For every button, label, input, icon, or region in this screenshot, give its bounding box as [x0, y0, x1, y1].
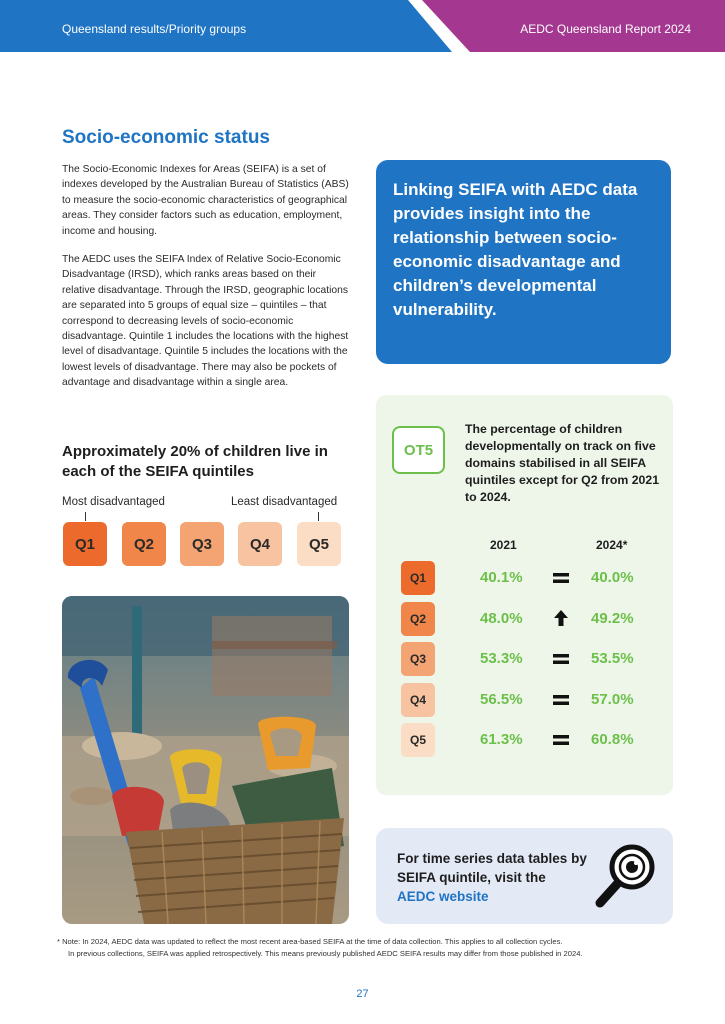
column-header-2024: 2024*	[596, 538, 628, 552]
row-q1-label: Q1	[401, 561, 435, 595]
quintile-box-q1: Q1	[63, 522, 107, 566]
row-q2-2024-value: 49.2%	[591, 610, 634, 627]
quintile-box-q2: Q2	[122, 522, 166, 566]
row-q5-label: Q5	[401, 723, 435, 757]
row-q4-label: Q4	[401, 683, 435, 717]
up-arrow-icon	[552, 609, 570, 627]
most-disadvantaged-label: Most disadvantaged	[62, 496, 165, 508]
ot5-statement: The percentage of children developmentally on track on five domains stabilised in all SEIFA quintiles except for Q2 from 2021 to 2024.	[465, 422, 660, 504]
row-q3-2024-value: 53.5%	[591, 650, 634, 667]
garden-tools-photo	[62, 596, 349, 924]
quintile-box-q5: Q5	[297, 522, 341, 566]
irsd-paragraph: The AEDC uses the SEIFA Index of Relative Socio-Economic Disadvantage (IRSD), which ranks areas based on their relative disadvantage. Through the IRSD, geographic locations are separated into 5 groups of equal size – quintiles – that correspond to decreasing levels of socio-economic disadvantage. Quintile 1 includes the locations with the highest level of disadvantage. Quintile 5 includes the locations with the lowest levels of disadvantage. There may also be pockets of advantage and disadvantage within a single area.	[62, 254, 349, 389]
equal-icon	[552, 691, 570, 709]
section-title: Socio-economic status	[62, 127, 270, 148]
equal-icon	[552, 731, 570, 749]
row-q2-label: Q2	[401, 602, 435, 636]
info-prefix: For time series data tables by SEIFA quintile, visit the	[397, 851, 587, 885]
column-header-2021: 2021	[490, 538, 517, 552]
footnote-line-2: In previous collections, SEIFA was applied retrospectively. This means previously published AEDC SEIFA results may differ from those published in 2024.	[68, 949, 583, 958]
row-q5-2021-value: 61.3%	[480, 731, 523, 748]
intro-paragraph: The Socio-Economic Indexes for Areas (SEIFA) is a set of indexes developed by the Australian Bureau of Statistics (ABS) to measure the socio-economic characteristics of geographical areas. They consider factors such as education, employment, income and housing.	[62, 164, 349, 237]
header-report-title: AEDC Queensland Report 2024	[520, 22, 691, 36]
header-section-label: Queensland results/Priority groups	[62, 22, 247, 36]
footnote-line-1: * Note: In 2024, AEDC data was updated to reflect the most recent area-based SEIFA at the time of data collection. This applies to all collection cycles.	[57, 937, 563, 946]
row-q5-2024-value: 60.8%	[591, 731, 634, 748]
seifa-callout-box: Linking SEIFA with AEDC data provides insight into the relationship between socio-economic disadvantage and children’s developmental vulnerability.	[376, 160, 671, 364]
quintile-heading: Approximately 20% of children live in each of the SEIFA quintiles	[62, 443, 328, 480]
quintile-box-q3: Q3	[180, 522, 224, 566]
row-q1-2021-value: 40.1%	[480, 569, 523, 586]
aedc-website-link[interactable]: AEDC website	[397, 889, 489, 904]
row-q1-2024-value: 40.0%	[591, 569, 634, 586]
row-q3-2021-value: 53.3%	[480, 650, 523, 667]
row-q3-label: Q3	[401, 642, 435, 676]
equal-icon	[552, 569, 570, 587]
row-q4-2024-value: 57.0%	[591, 691, 634, 708]
page-number: 27	[356, 988, 369, 1000]
footnote	[57, 936, 697, 960]
quintile-box-q4: Q4	[238, 522, 282, 566]
least-disadvantaged-label: Least disadvantaged	[231, 496, 338, 508]
row-q2-2021-value: 48.0%	[480, 610, 523, 627]
ot5-badge: OT5	[392, 426, 445, 474]
row-q4-2021-value: 56.5%	[480, 691, 523, 708]
magnifier-icon	[594, 843, 658, 909]
most-tick	[85, 512, 86, 521]
least-tick	[318, 512, 319, 521]
info-text	[397, 849, 587, 906]
equal-icon	[552, 650, 570, 668]
